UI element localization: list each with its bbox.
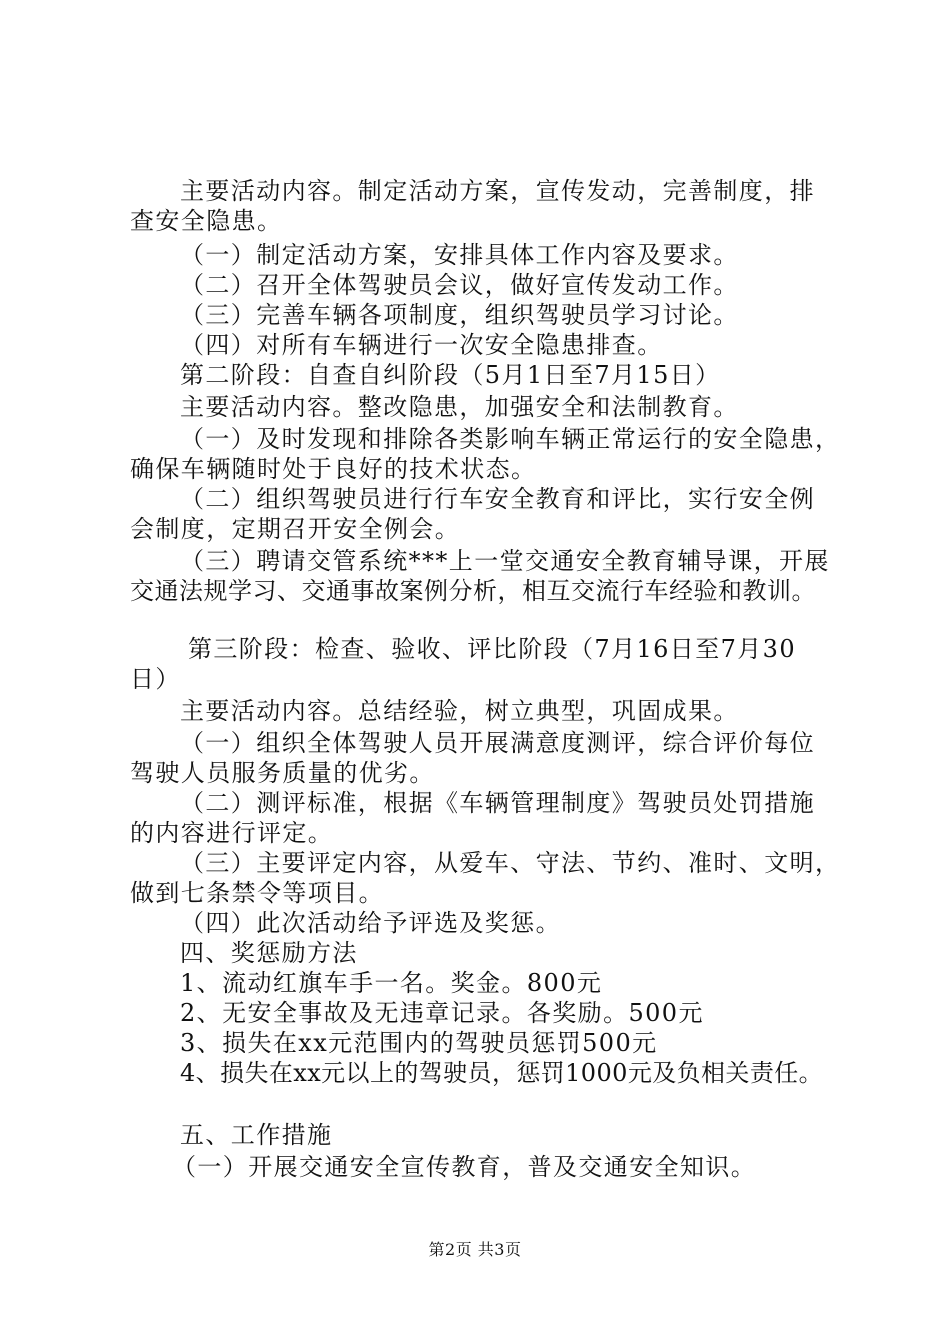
paragraph-line: （一）组织全体驾驶人员开展满意度测评，综合评价每位 (180, 729, 815, 757)
paragraph-line: 做到七条禁令等项目。 (130, 879, 384, 907)
paragraph-line: （三）聘请交管系统***上一堂交通安全教育辅导课，开展 (180, 547, 830, 575)
paragraph-line: 主要活动内容。制定活动方案，宣传发动，完善制度，排 (180, 177, 815, 205)
section-heading: 第二阶段：自查自纠阶段（5月1日至7月15日） (180, 361, 721, 389)
list-item: 3、损失在xx元范围内的驾驶员惩罚500元 (180, 1029, 658, 1057)
paragraph-line: （一）及时发现和排除各类影响车辆正常运行的安全隐患， (180, 425, 841, 453)
list-item: 4、损失在xx元以上的驾驶员，惩罚1000元及负相关责任。 (180, 1059, 824, 1087)
paragraph-line: （一）制定活动方案，安排具体工作内容及要求。 (180, 241, 739, 269)
paragraph-line: 确保车辆随时处于良好的技术状态。 (130, 455, 537, 483)
paragraph-line: 查安全隐患。 (130, 207, 283, 235)
paragraph-line: （二）召开全体驾驶员会议，做好宣传发动工作。 (180, 271, 739, 299)
section-heading: 第三阶段：检查、验收、评比阶段（7月16日至7月30 (188, 635, 797, 663)
paragraph-line: （四）对所有车辆进行一次安全隐患排查。 (180, 331, 663, 359)
paragraph-line: （二）测评标准，根据《车辆管理制度》驾驶员处罚措施 (180, 789, 815, 817)
section-heading: 五、工作措施 (180, 1121, 333, 1149)
list-item: 2、无安全事故及无违章记录。各奖励。500元 (180, 999, 704, 1027)
paragraph-line: （四）此次活动给予评选及奖惩。 (180, 909, 561, 937)
paragraph-line: 日） (130, 665, 181, 693)
section-heading: 四、奖惩励方法 (180, 939, 358, 967)
paragraph-line: （三）完善车辆各项制度，组织驾驶员学习讨论。 (180, 301, 739, 329)
paragraph-line: 的内容进行评定。 (130, 819, 334, 847)
paragraph-line: 驾驶人员服务质量的优劣。 (130, 759, 435, 787)
paragraph-line: 主要活动内容。整改隐患，加强安全和法制教育。 (180, 393, 739, 421)
paragraph-line: 交通法规学习、交通事故案例分析，相互交流行车经验和教训。 (130, 577, 816, 605)
paragraph-line: （一）开展交通安全宣传教育，普及交通安全知识。 (172, 1153, 757, 1181)
paragraph-line: 主要活动内容。总结经验，树立典型，巩固成果。 (180, 697, 739, 725)
paragraph-line: （二）组织驾驶员进行行车安全教育和评比，实行安全例 (180, 485, 815, 513)
list-item: 1、流动红旗车手一名。奖金。800元 (180, 969, 603, 997)
page-footer: 第2页 共3页 (428, 1240, 522, 1259)
paragraph-line: 会制度，定期召开安全例会。 (130, 515, 461, 543)
paragraph-line: （三）主要评定内容，从爱车、守法、节约、准时、文明， (180, 849, 841, 877)
